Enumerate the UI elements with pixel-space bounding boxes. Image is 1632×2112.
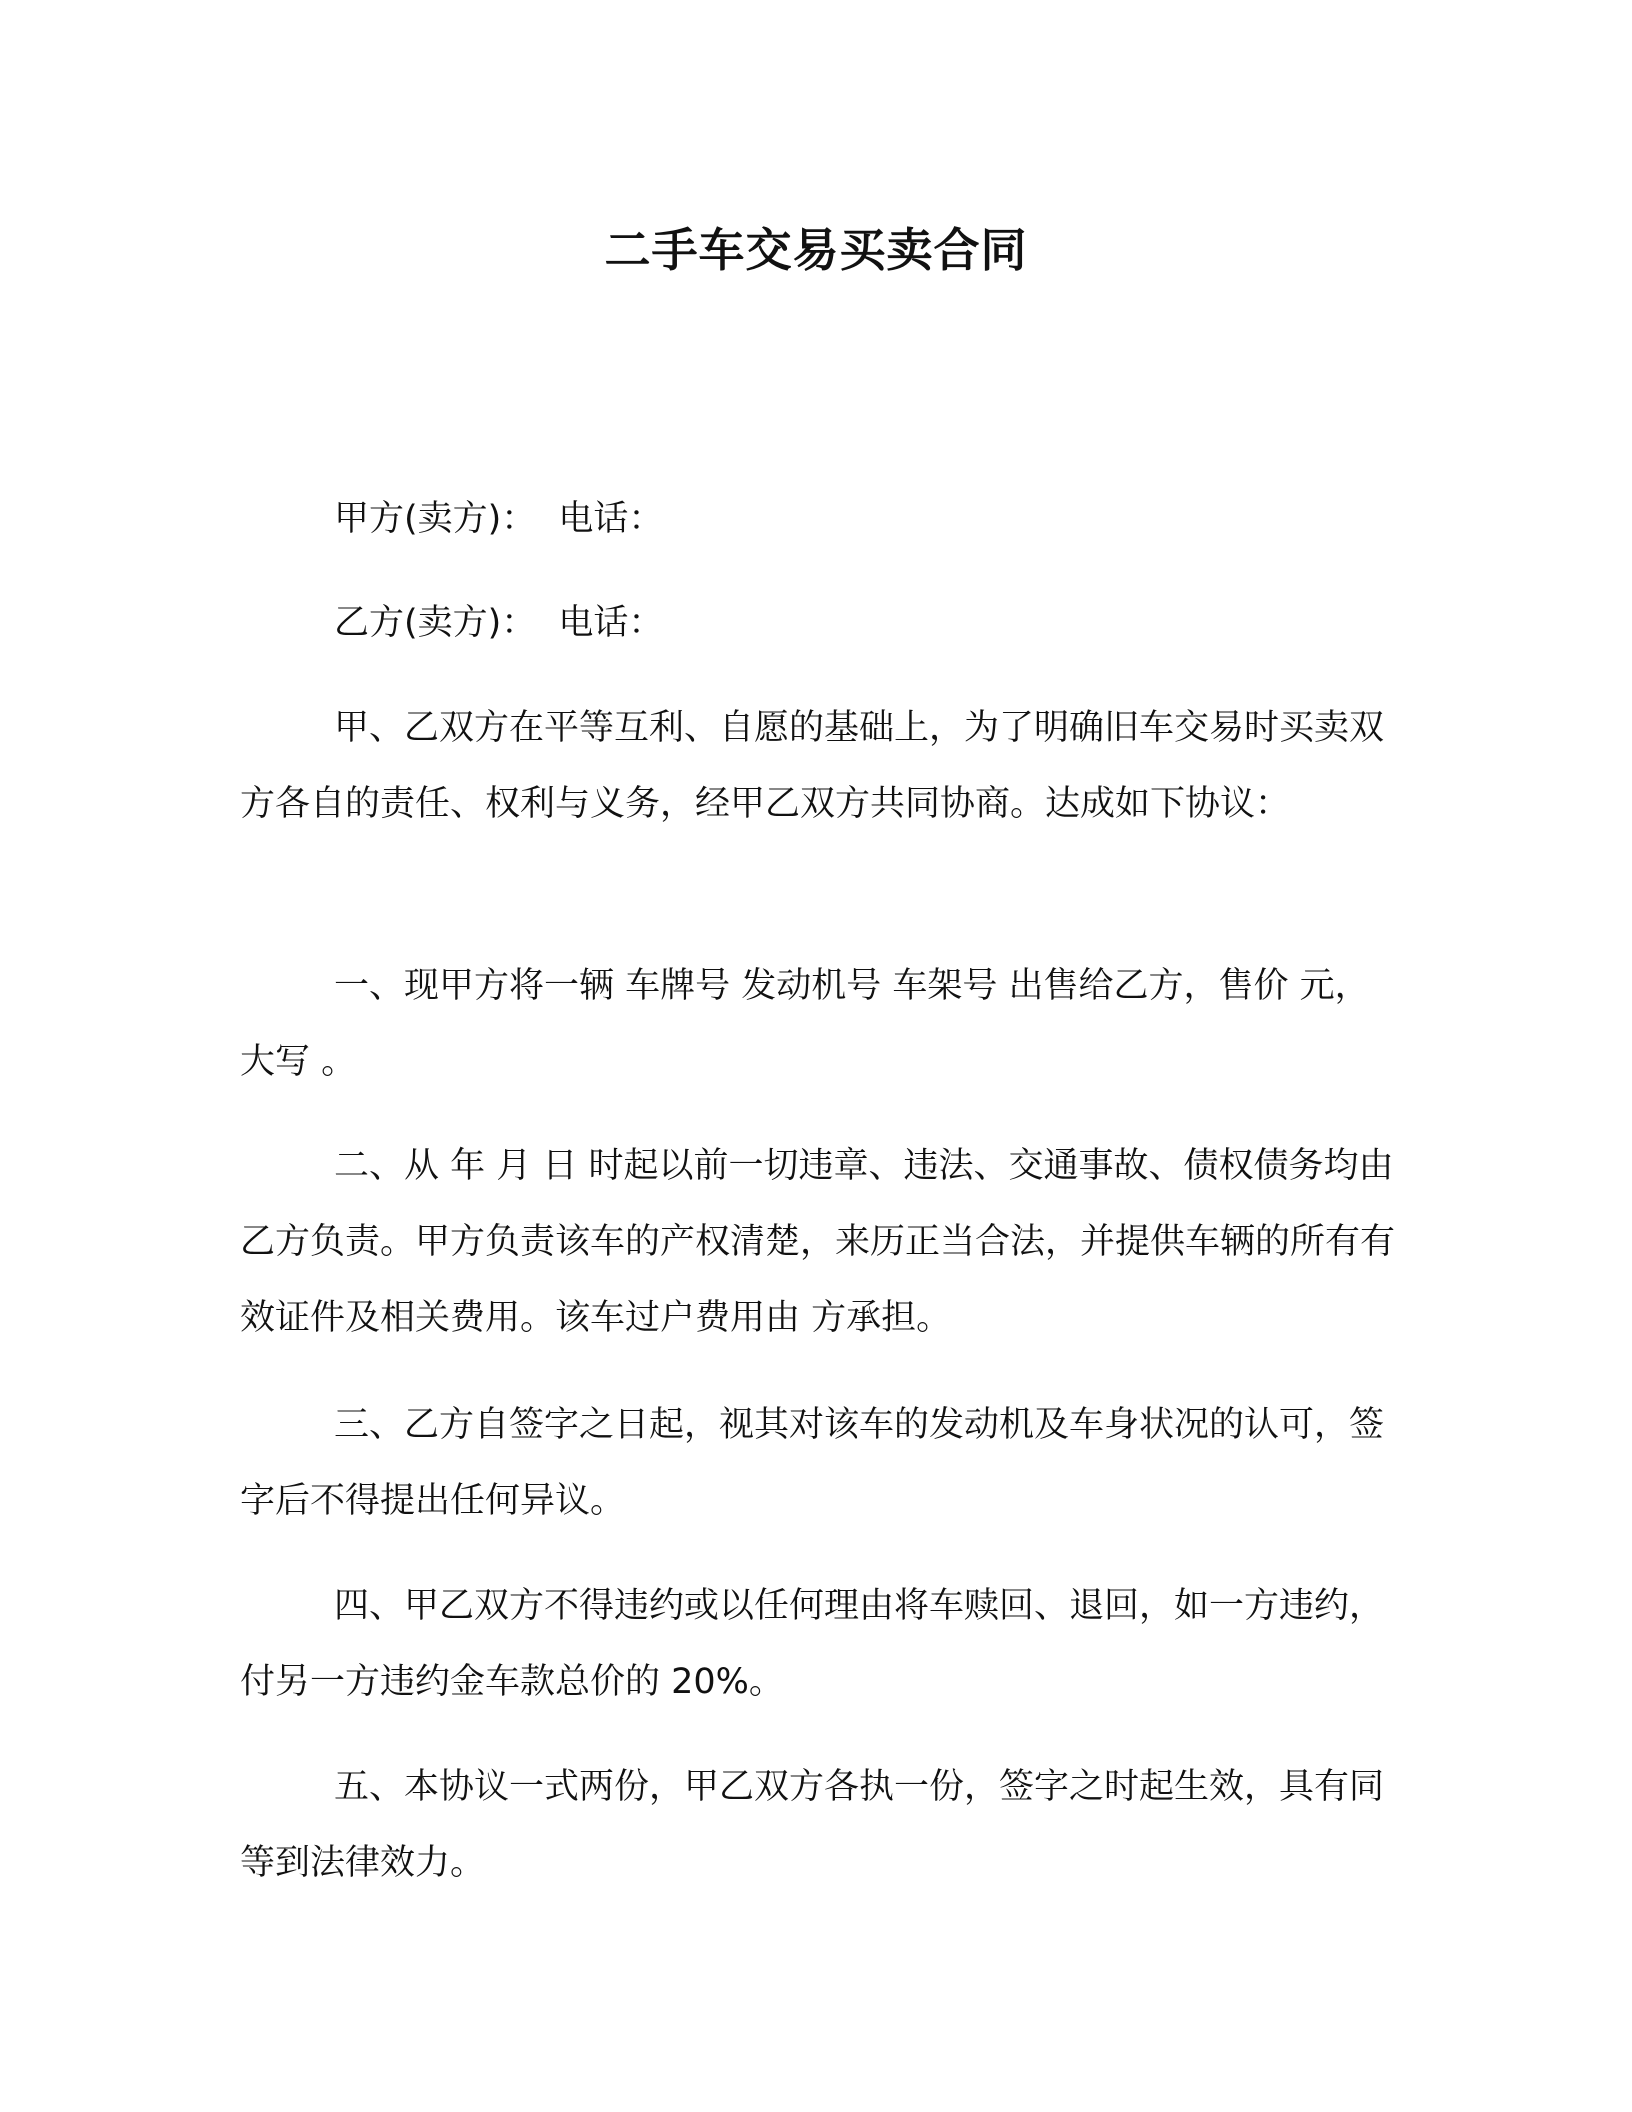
party-b-phone-label: 电话： <box>558 603 664 643</box>
paragraph-clause-1: 一、现甲方将一辆 车牌号 发动机号 车架号 出售给乙方，售价 元，大写 。 <box>240 966 1370 1082</box>
party-b-line <box>334 598 663 648</box>
document-title: 二手车交易买卖合同 <box>604 223 1028 277</box>
party-a-phone-label: 电话： <box>558 499 664 539</box>
party-b-label: 乙方(卖方)： <box>334 603 537 643</box>
paragraph-clause-2: 二、从 年 月 日 时起以前一切违章、违法、交通事故、债权债务均由乙方负责。甲方负责该车的产权清楚，来历正当合法，并提供车辆的所有有效证件及相关费用。该车过户费用由 方承担。 <box>240 1146 1396 1338</box>
paragraph-clause-5: 五、本协议一式两份，甲乙双方各执一份，签字之时起生效，具有同等到法律效力。 <box>240 1767 1385 1883</box>
party-a-label: 甲方(卖方)： <box>334 499 537 539</box>
party-a-line <box>334 494 663 544</box>
paragraph-clause-4: 四、甲乙双方不得违约或以任何理由将车赎回、退回，如一方违约，付另一方违约金车款总价的 20%。 <box>240 1586 1385 1702</box>
paragraph-preamble: 甲、乙双方在平等互利、自愿的基础上，为了明确旧车交易时买卖双方各自的责任、权利与义务，经甲乙双方共同协商。达成如下协议： <box>240 708 1385 824</box>
paragraph-clause-3: 三、乙方自签字之日起，视其对该车的发动机及车身状况的认可，签字后不得提出任何异议。 <box>240 1405 1385 1521</box>
